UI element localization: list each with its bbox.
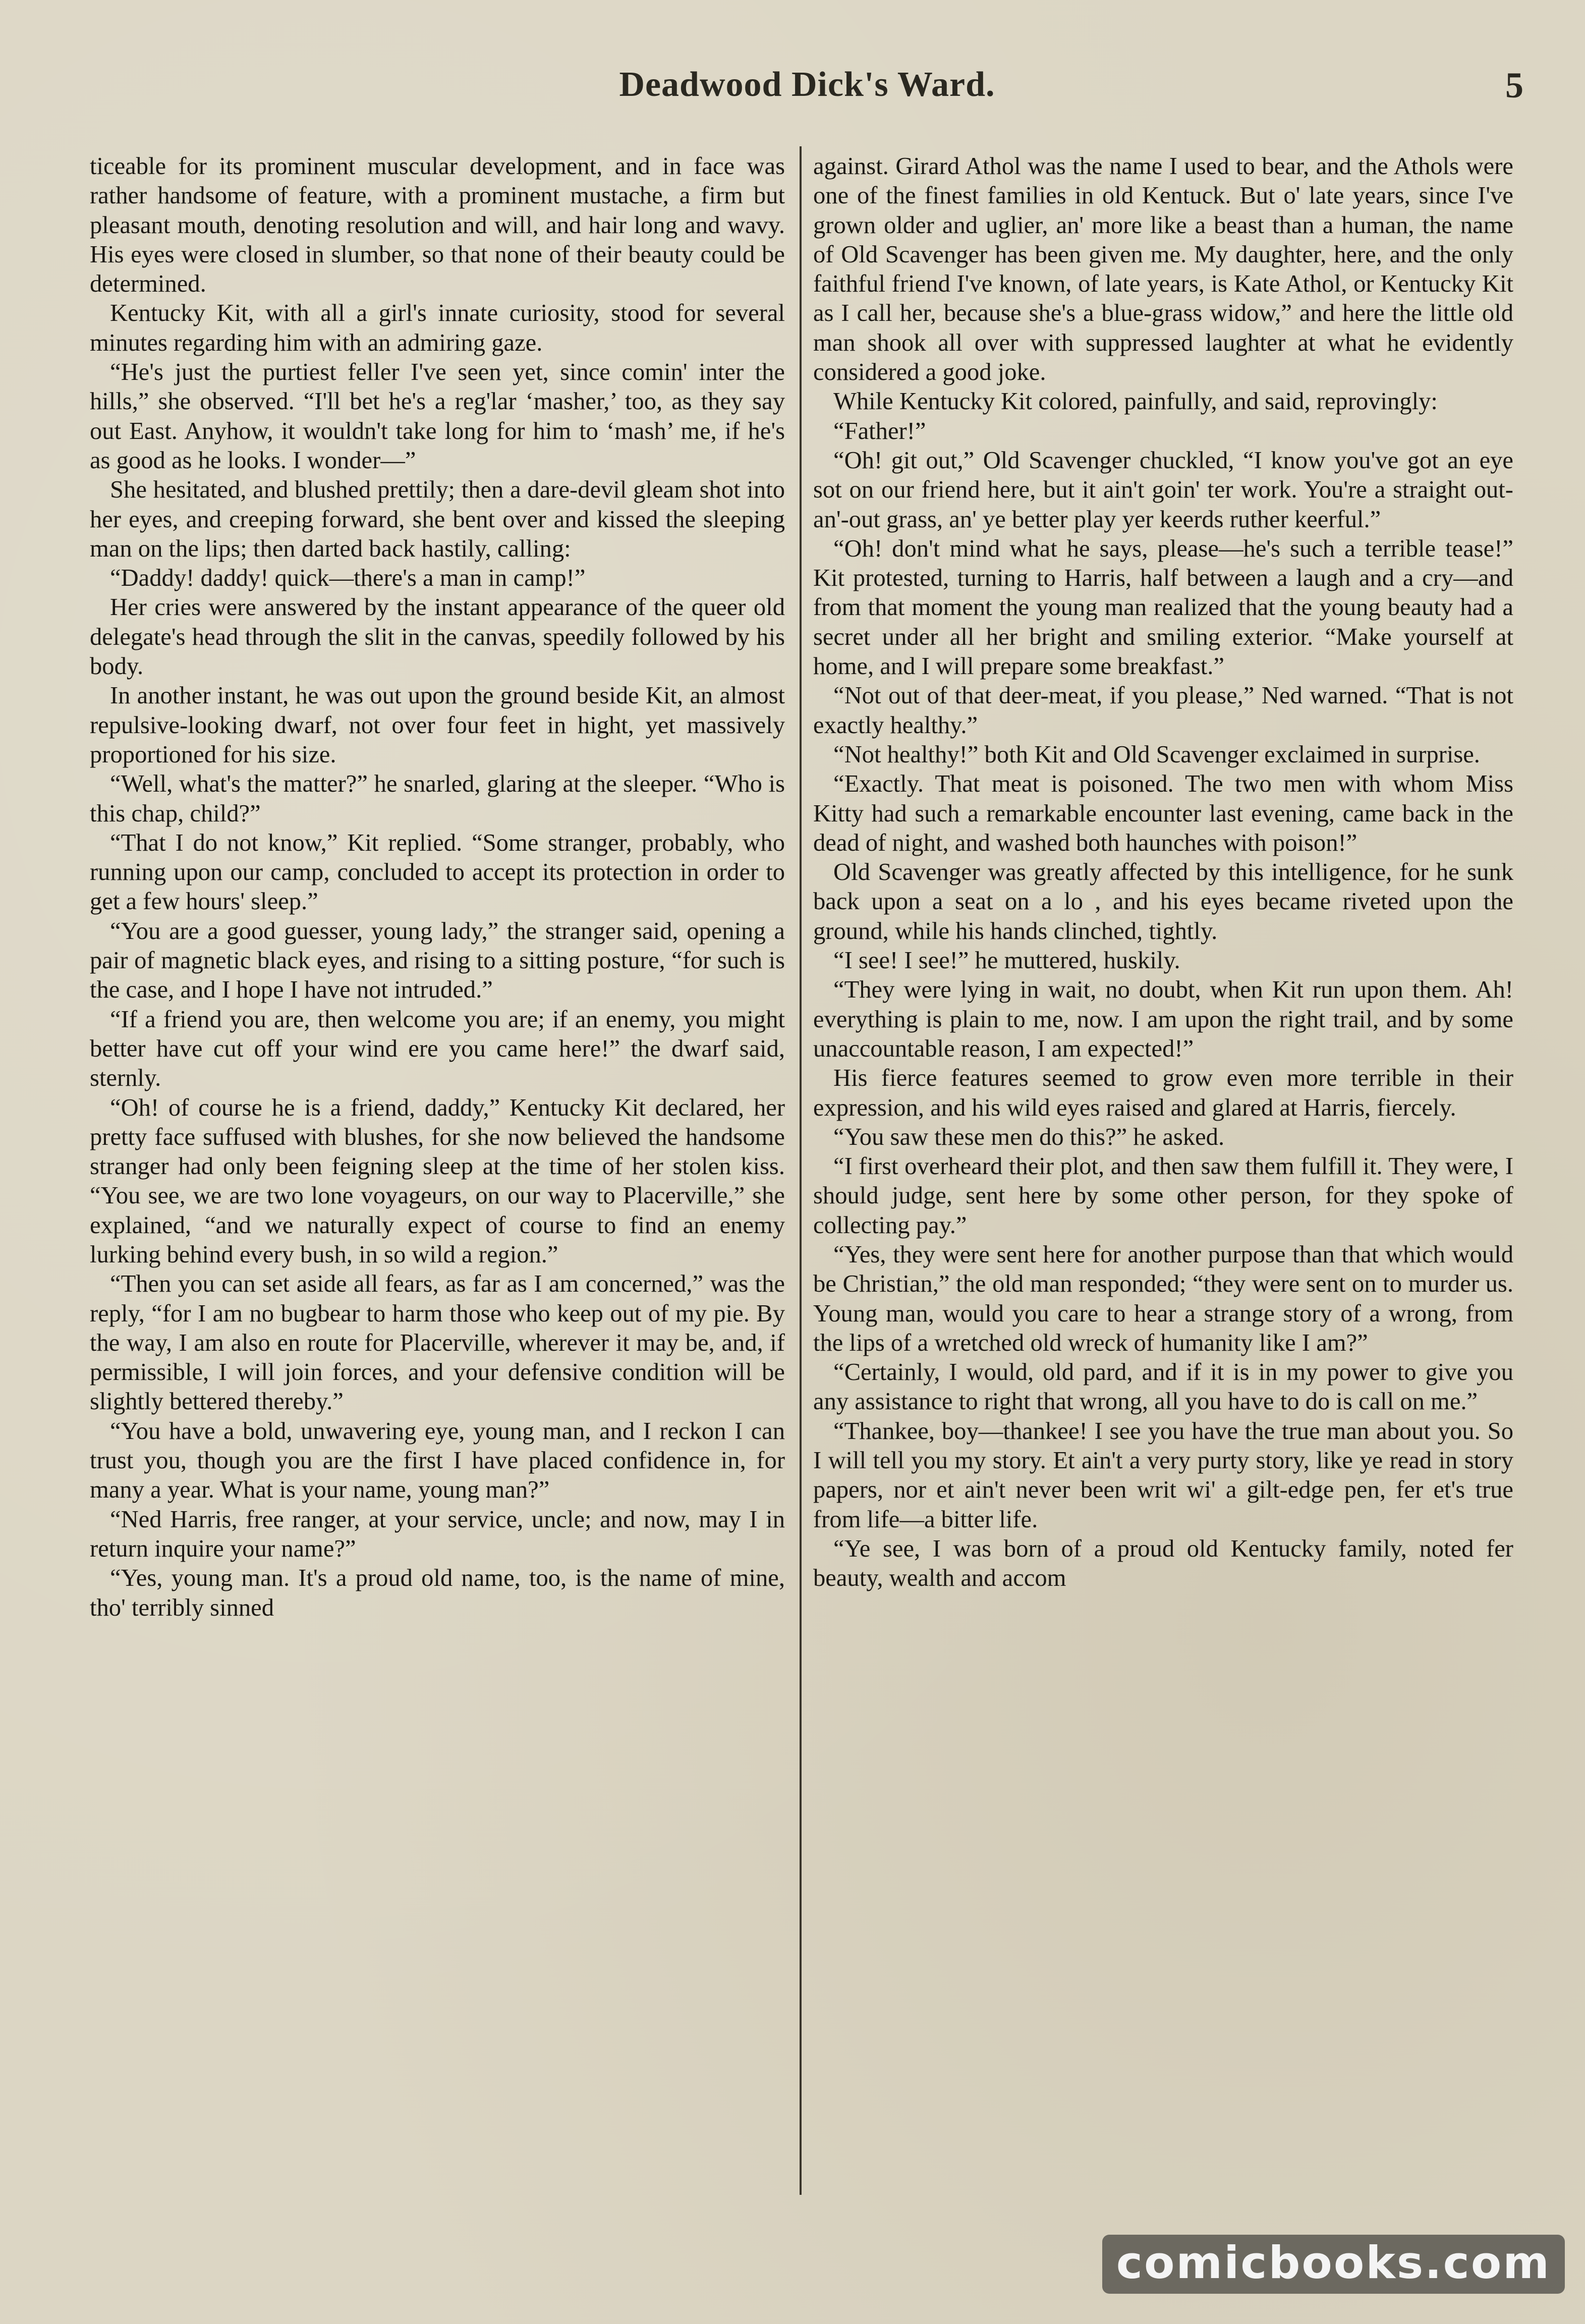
left-column (90, 151, 785, 2195)
column-divider (800, 146, 802, 2195)
paragraph: “I see! I see!” he muttered, huskily. (833, 947, 1180, 974)
paragraph: “Not out of that deer-meat, if you please,” Ned warned. “That is not exactly healthy.” (813, 682, 1513, 739)
paragraph: “He's just the purtiest feller I've seen yet, since comin' inter the hills,” she observed. “I'll bet he's a reg'lar ‘masher,’ too, as they say out East. Anyhow, it wouldn't take long for him to ‘mash’ me, if he's as good as he looks. I wonder—” (90, 358, 785, 474)
running-header (555, 65, 1523, 110)
page-number: 5 (1505, 65, 1523, 105)
right-column (813, 151, 1513, 2195)
paragraph: “Oh! git out,” Old Scavenger chuckled, “I know you've got an eye sot on our friend here, but it ain't goin' ter work. You're a straight out-an'-out grass, an' ye better play yer keerds ruther keerful.” (813, 446, 1513, 533)
paragraph: “Father!” (833, 417, 926, 445)
paragraph: “You are a good guesser, young lady,” the stranger said, opening a pair of magnetic black eyes, and rising to a sitting posture, “for such is the case, and I hope I have not intruded.” (90, 917, 785, 1004)
paragraph: “Thankee, boy—thankee! I see you have the true man about you. So I will tell you my story. Et ain't a very purty story, like ye read in story papers, nor et ain't never been writ wi' a gilt-edge pen, fer et's true from life—a bitter life. (813, 1417, 1513, 1533)
paragraph: “Then you can set aside all fears, as far as I am concerned,” was the reply, “for I am no bugbear to harm those who keep out of my pie. By the way, I am also en route for Placerville, wherever it may be, and, if permissible, I will join forces, and your defensive condition will be slightly bettered thereby.” (90, 1270, 785, 1415)
paragraph: “Oh! of course he is a friend, daddy,” Kentucky Kit declared, her pretty face suffused with blushes, for she now believed the handsome stranger had only been feigning sleep at the time of her stolen kiss. “You see, we are two lone voyageurs, on our way to Placerville,” she explained, “and we naturally expect of course to find an enemy lurking behind every bush, in so wild a region.” (90, 1093, 785, 1268)
paragraph: “Yes, young man. It's a proud old name, too, is the name of mine, tho' terribly sinned (90, 1564, 785, 1621)
page-title: Deadwood Dick's Ward. (619, 65, 995, 104)
paragraph: against. Girard Athol was the name I used to bear, and the Athols were one of the finest families in old Kentuck. But o' late years, since I've grown older and uglier, an' more like a beast than a human, the name of Old Scavenger has been given me. My daughter, here, and the only faithful friend I've known, of late years, is Kate Athol, or Kentucky Kit as I call her, because she's a blue-grass widow,” and here the little old man shook all over with suppressed laughter at what he evidently considered a good joke. (813, 152, 1513, 386)
paragraph: “Well, what's the matter?” he snarled, glaring at the sleeper. “Who is this chap, child?” (90, 770, 785, 827)
paragraph: Old Scavenger was greatly affected by this intelligence, for he sunk back upon a seat on a lo , and his eyes became riveted upon the ground, while his hands clinched, tightly. (813, 858, 1513, 945)
paragraph: “Daddy! daddy! quick—there's a man in camp!” (110, 564, 586, 592)
paragraph: “You have a bold, unwavering eye, young man, and I reckon I can trust you, though you are the first I have placed confidence in, for many a year. What is your name, young man?” (90, 1417, 785, 1504)
paragraph: “That I do not know,” Kit replied. “Some stranger, probably, who running upon our camp, concluded to accept its protection in order to get a few hours' sleep.” (90, 828, 785, 915)
paragraph: Kentucky Kit, with all a girl's innate curiosity, stood for several minutes regarding him with an admiring gaze. (90, 299, 785, 356)
paragraph: “Not healthy!” both Kit and Old Scavenger exclaimed in surprise. (833, 740, 1480, 768)
paragraph: In another instant, he was out upon the ground beside Kit, an almost repulsive-looking dwarf, not over four feet in hight, yet massively proportioned for his size. (90, 682, 785, 768)
paragraph: She hesitated, and blushed prettily; then a dare-devil gleam shot into her eyes, and creeping forward, she bent over and kissed the sleeping man on the lips; then darted back hastily, calling: (90, 476, 785, 562)
paragraph: His fierce features seemed to grow even more terrible in their expression, and his wild eyes raised and glared at Harris, fiercely. (813, 1064, 1513, 1121)
paragraph: “Certainly, I would, old pard, and if it is in my power to give you any assistance to right that wrong, all you have to do is call on me.” (813, 1358, 1513, 1415)
paragraph: “Ned Harris, free ranger, at your service, uncle; and now, may I in return inquire your name?” (90, 1505, 785, 1562)
paragraph: “Exactly. That meat is poisoned. The two men with whom Miss Kitty had such a remarkable encounter last evening, came back in the dead of night, and washed both haunches with poison!” (813, 770, 1513, 856)
paragraph: “I first overheard their plot, and then saw them fulfill it. They were, I should judge, sent here by some other person, for they spoke of collecting pay.” (813, 1152, 1513, 1239)
paragraph: “They were lying in wait, no doubt, when Kit run upon them. Ah! everything is plain to me, now. I am upon the right trail, and by some unaccountable reason, I am expected!” (813, 976, 1513, 1062)
watermark: comicbooks.com (1102, 2235, 1565, 2294)
paragraph: “If a friend you are, then welcome you are; if an enemy, you might better have cut off your wind ere you came here!” the dwarf said, sternly. (90, 1005, 785, 1092)
paragraph: “Ye see, I was born of a proud old Kentucky family, noted fer beauty, wealth and accom (813, 1534, 1513, 1592)
paragraph: “Oh! don't mind what he says, please—he's such a terrible tease!” Kit protested, turning to Harris, half between a laugh and a cry—and from that moment the young man realized that the young beauty had a secret under all her bright and smiling exterior. “Make yourself at home, and I will prepare some breakfast.” (813, 534, 1513, 680)
paragraph: Her cries were answered by the instant appearance of the queer old delegate's head through the slit in the canvas, speedily followed by his body. (90, 593, 785, 680)
paragraph: ticeable for its prominent muscular development, and in face was rather handsome of feature, with a prominent mustache, a firm but pleasant mouth, denoting resolution and will, and hair long and wavy. His eyes were closed in slumber, so that none of their beauty could be determined. (90, 152, 785, 298)
paragraph: “Yes, they were sent here for another purpose than that which would be Christian,” the old man responded; “they were sent on to murder us. Young man, would you care to hear a strange story of a wrong, from the lips of a wretched old wreck of humanity like I am?” (813, 1240, 1513, 1356)
paragraph: While Kentucky Kit colored, painfully, and said, reprovingly: (833, 388, 1438, 415)
paragraph: “You saw these men do this?” he asked. (833, 1123, 1225, 1150)
